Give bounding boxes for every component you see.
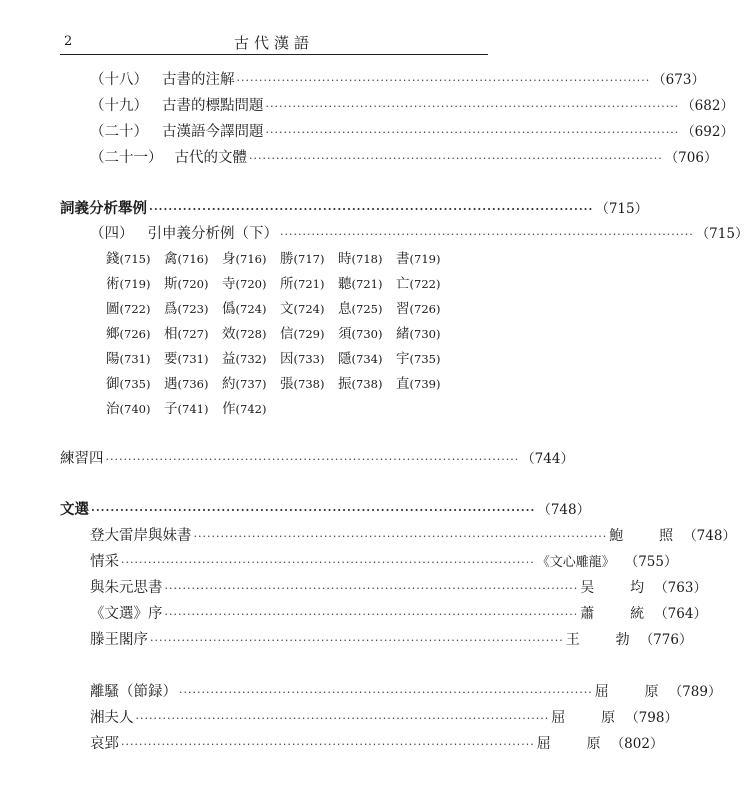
toc-section-selections[interactable] bbox=[60, 498, 591, 519]
character-index-item[interactable]: 寺(720) bbox=[222, 276, 267, 292]
toc-selection-entry[interactable] bbox=[90, 732, 664, 753]
character-index-item[interactable]: 時(718) bbox=[338, 251, 383, 267]
dot-leader: ···························································································· bbox=[149, 203, 594, 216]
dot-leader: ···························································································· bbox=[280, 228, 694, 241]
toc-section-exercise[interactable] bbox=[60, 447, 574, 468]
index-character: 效 bbox=[222, 326, 236, 342]
index-page: 722 bbox=[124, 302, 146, 316]
index-page: 720 bbox=[182, 277, 204, 291]
section-page: （715） bbox=[595, 201, 649, 217]
index-page: 730 bbox=[414, 327, 436, 341]
index-character: 子 bbox=[164, 401, 178, 417]
entry-number: （二十） bbox=[90, 124, 148, 140]
toc-entry-topic-18[interactable] bbox=[90, 68, 705, 89]
toc-section-word-analysis[interactable] bbox=[60, 197, 649, 218]
index-character: 身 bbox=[222, 251, 236, 267]
index-page: 737 bbox=[240, 377, 262, 391]
selection-page: （748） bbox=[683, 528, 736, 544]
index-character: 勝 bbox=[280, 251, 294, 267]
selection-title: 離騷（節録） bbox=[90, 684, 177, 700]
index-page: 725 bbox=[356, 302, 378, 316]
character-index-item[interactable]: 相(727) bbox=[164, 326, 209, 342]
index-page: 724 bbox=[240, 302, 262, 316]
selection-title: 滕王閣序 bbox=[90, 632, 148, 648]
index-character: 作 bbox=[222, 401, 236, 417]
character-index-item[interactable]: 陽(731) bbox=[106, 351, 151, 367]
dot-leader: ···························································································· bbox=[265, 126, 680, 139]
section-title: 練習四 bbox=[60, 451, 104, 467]
index-character: 要 bbox=[164, 351, 178, 367]
selection-page: （776） bbox=[639, 632, 693, 648]
character-index-item[interactable]: 身(716) bbox=[222, 251, 267, 267]
entry-number: （二十一） bbox=[90, 150, 163, 166]
index-page: 719 bbox=[124, 277, 146, 291]
selection-author: 王勃 bbox=[565, 632, 630, 648]
index-character: 因 bbox=[280, 351, 294, 367]
entry-title: 古書的標點問題 bbox=[162, 98, 264, 114]
index-character: 鄉 bbox=[106, 326, 120, 342]
selection-page: （789） bbox=[668, 684, 722, 700]
character-index-item[interactable]: 錢(715) bbox=[106, 251, 151, 267]
selection-title: 湘夫人 bbox=[90, 710, 134, 726]
toc-selection-entry[interactable] bbox=[90, 550, 678, 571]
index-page: 728 bbox=[240, 327, 262, 341]
selection-author: 《文心雕龍》 bbox=[536, 555, 615, 570]
toc-selection-entry[interactable] bbox=[90, 602, 707, 623]
character-index-item[interactable]: 張(738) bbox=[280, 376, 325, 392]
character-index-item[interactable]: 振(738) bbox=[338, 376, 383, 392]
dot-leader: ···························································································· bbox=[265, 100, 680, 113]
character-index-item[interactable]: 書(719) bbox=[396, 251, 441, 267]
index-page: 721 bbox=[298, 277, 320, 291]
index-character: 益 bbox=[222, 351, 236, 367]
index-character: 御 bbox=[106, 376, 120, 392]
index-page: 727 bbox=[182, 327, 204, 341]
toc-selection-entry[interactable] bbox=[90, 628, 693, 649]
section-title: 詞義分析舉例 bbox=[60, 200, 147, 217]
index-page: 718 bbox=[356, 252, 378, 266]
index-character: 須 bbox=[338, 326, 352, 342]
character-index-item[interactable]: 緒(730) bbox=[396, 326, 441, 342]
character-index-item[interactable]: 作(742) bbox=[222, 401, 267, 417]
index-character: 圖 bbox=[106, 301, 120, 317]
index-page: 723 bbox=[182, 302, 204, 316]
character-index-item[interactable]: 信(729) bbox=[280, 326, 325, 342]
index-page: 726 bbox=[414, 302, 436, 316]
index-character: 斯 bbox=[164, 276, 178, 292]
character-index-item[interactable]: 效(728) bbox=[222, 326, 267, 342]
index-page: 741 bbox=[182, 402, 204, 416]
index-page: 740 bbox=[124, 402, 146, 416]
index-page: 729 bbox=[298, 327, 320, 341]
entry-title: 古書的注解 bbox=[162, 72, 235, 88]
toc-selection-entry[interactable] bbox=[90, 706, 678, 727]
dot-leader: ···························································································· bbox=[164, 608, 579, 621]
character-index-grid bbox=[106, 247, 466, 422]
dot-leader: ···························································································· bbox=[249, 152, 663, 165]
index-character: 隱 bbox=[338, 351, 352, 367]
selection-author: 鮑照 bbox=[609, 528, 674, 544]
entry-title: 古漢語今譯問題 bbox=[162, 124, 264, 140]
index-page: 715 bbox=[124, 252, 146, 266]
index-page: 716 bbox=[240, 252, 262, 266]
character-index-item[interactable]: 文(724) bbox=[280, 301, 325, 317]
index-character: 張 bbox=[280, 376, 294, 392]
character-index-item[interactable]: 御(735) bbox=[106, 376, 151, 392]
toc-selection-entry[interactable] bbox=[90, 680, 722, 701]
index-character: 文 bbox=[280, 301, 294, 317]
page-header bbox=[60, 30, 488, 55]
selection-page: （764） bbox=[654, 606, 707, 622]
character-index-item[interactable]: 習(726) bbox=[396, 301, 441, 317]
index-page: 731 bbox=[182, 352, 204, 366]
index-character: 陽 bbox=[106, 351, 120, 367]
character-index-item[interactable]: 圖(722) bbox=[106, 301, 151, 317]
character-index-item[interactable]: 須(730) bbox=[338, 326, 383, 342]
index-character: 爲 bbox=[164, 301, 178, 317]
index-character: 相 bbox=[164, 326, 178, 342]
entry-page: （682） bbox=[681, 98, 734, 114]
index-character: 治 bbox=[106, 401, 120, 417]
entry-page: （673） bbox=[652, 72, 705, 88]
index-page: 735 bbox=[124, 377, 146, 391]
dot-leader: ···························································································· bbox=[105, 453, 520, 466]
toc-selection-entry[interactable] bbox=[90, 524, 736, 545]
character-index-item[interactable]: 益(732) bbox=[222, 351, 267, 367]
character-index-item[interactable]: 亡(722) bbox=[396, 276, 441, 292]
index-page: 732 bbox=[240, 352, 262, 366]
index-page: 738 bbox=[356, 377, 378, 391]
page-number: 2 bbox=[64, 34, 73, 49]
entry-number: （四） bbox=[90, 226, 134, 242]
character-index-item[interactable]: 聽(721) bbox=[338, 276, 383, 292]
selection-title: 《文選》序 bbox=[90, 606, 163, 622]
character-index-item[interactable]: 子(741) bbox=[164, 401, 209, 417]
character-index-item[interactable]: 鄉(726) bbox=[106, 326, 151, 342]
character-index-item[interactable]: 因(733) bbox=[280, 351, 325, 367]
index-character: 寺 bbox=[222, 276, 236, 292]
dot-leader: ···························································································· bbox=[91, 504, 536, 517]
index-character: 時 bbox=[338, 251, 352, 267]
dot-leader: ···························································································· bbox=[135, 712, 550, 725]
index-page: 733 bbox=[298, 352, 320, 366]
index-page: 738 bbox=[298, 377, 320, 391]
index-character: 宇 bbox=[396, 351, 410, 367]
selection-author: 蕭統 bbox=[580, 606, 645, 622]
entry-title: 引申義分析例（下） bbox=[147, 226, 278, 242]
selection-page: （763） bbox=[654, 580, 707, 596]
character-index-item[interactable]: 要(731) bbox=[164, 351, 209, 367]
toc-entry-extended-meaning[interactable] bbox=[90, 222, 748, 243]
toc-selection-entry[interactable] bbox=[90, 576, 707, 597]
index-character: 術 bbox=[106, 276, 120, 292]
dot-leader: ···························································································· bbox=[164, 582, 579, 595]
index-character: 所 bbox=[280, 276, 294, 292]
character-index-item[interactable]: 術(719) bbox=[106, 276, 151, 292]
selection-author: 吴均 bbox=[580, 580, 645, 596]
entry-number: （十八） bbox=[90, 72, 148, 88]
index-page: 731 bbox=[124, 352, 146, 366]
index-character: 習 bbox=[396, 301, 410, 317]
selection-page: （798） bbox=[625, 710, 678, 726]
selection-page: （755） bbox=[624, 554, 678, 570]
character-index-item[interactable]: 約(737) bbox=[222, 376, 267, 392]
index-character: 禽 bbox=[164, 251, 178, 267]
index-character: 直 bbox=[396, 376, 410, 392]
dot-leader: ···························································································· bbox=[121, 738, 535, 751]
index-character: 振 bbox=[338, 376, 352, 392]
character-index-item[interactable]: 僞(724) bbox=[222, 301, 267, 317]
index-character: 信 bbox=[280, 326, 294, 342]
character-index-item[interactable]: 勝(717) bbox=[280, 251, 325, 267]
character-index-item[interactable]: 斯(720) bbox=[164, 276, 209, 292]
character-index-item[interactable]: 爲(723) bbox=[164, 301, 209, 317]
selection-title: 登大雷岸與妹書 bbox=[90, 528, 192, 544]
section-page: （748） bbox=[537, 502, 591, 518]
character-index-item[interactable]: 宇(735) bbox=[396, 351, 441, 367]
index-character: 緒 bbox=[396, 326, 410, 342]
character-index-item[interactable]: 遇(736) bbox=[164, 376, 209, 392]
index-character: 錢 bbox=[106, 251, 120, 267]
index-page: 721 bbox=[356, 277, 378, 291]
character-index-item[interactable]: 禽(716) bbox=[164, 251, 209, 267]
toc-entry-topic-19[interactable] bbox=[90, 94, 734, 115]
index-page: 730 bbox=[356, 327, 378, 341]
dot-leader: ···························································································· bbox=[193, 530, 608, 543]
index-page: 717 bbox=[298, 252, 320, 266]
entry-title: 古代的文體 bbox=[174, 150, 247, 166]
index-page: 716 bbox=[182, 252, 204, 266]
index-page: 719 bbox=[414, 252, 436, 266]
selection-page: （802） bbox=[610, 736, 664, 752]
index-page: 735 bbox=[414, 352, 436, 366]
index-page: 734 bbox=[356, 352, 378, 366]
index-page: 739 bbox=[414, 377, 436, 391]
index-page: 724 bbox=[298, 302, 320, 316]
entry-page: （706） bbox=[664, 150, 718, 166]
index-character: 息 bbox=[338, 301, 352, 317]
selection-title: 與朱元思書 bbox=[90, 580, 163, 596]
index-page: 736 bbox=[182, 377, 204, 391]
selection-title: 哀郢 bbox=[90, 736, 119, 752]
character-index-item[interactable]: 息(725) bbox=[338, 301, 383, 317]
entry-page: （692） bbox=[681, 124, 734, 140]
entry-number: （十九） bbox=[90, 98, 148, 114]
index-character: 聽 bbox=[338, 276, 352, 292]
index-character: 約 bbox=[222, 376, 236, 392]
index-character: 亡 bbox=[396, 276, 410, 292]
selection-author: 屈原 bbox=[551, 710, 616, 726]
character-index-item[interactable]: 治(740) bbox=[106, 401, 151, 417]
toc-entry-topic-20[interactable] bbox=[90, 120, 734, 141]
index-character: 書 bbox=[396, 251, 410, 267]
character-index-item[interactable]: 隱(734) bbox=[338, 351, 383, 367]
toc-entry-topic-21[interactable] bbox=[90, 146, 718, 167]
dot-leader: ···························································································· bbox=[150, 634, 564, 647]
index-page: 742 bbox=[240, 402, 262, 416]
index-page: 720 bbox=[240, 277, 262, 291]
index-page: 726 bbox=[124, 327, 146, 341]
character-index-item[interactable]: 直(739) bbox=[396, 376, 441, 392]
section-page: （744） bbox=[521, 451, 574, 467]
running-title: 古代漢語 bbox=[233, 34, 314, 52]
entry-page: （715） bbox=[695, 226, 748, 242]
selection-title: 情采 bbox=[90, 554, 119, 570]
dot-leader: ···························································································· bbox=[179, 686, 593, 699]
dot-leader: ···························································································· bbox=[236, 74, 651, 87]
character-index-item[interactable]: 所(721) bbox=[280, 276, 325, 292]
dot-leader: ···························································································· bbox=[121, 556, 535, 569]
index-page: 722 bbox=[414, 277, 436, 291]
index-character: 僞 bbox=[222, 301, 236, 317]
index-character: 遇 bbox=[164, 376, 178, 392]
selection-author: 屈原 bbox=[536, 736, 601, 752]
selection-author: 屈原 bbox=[594, 684, 659, 700]
section-title: 文選 bbox=[60, 501, 89, 518]
